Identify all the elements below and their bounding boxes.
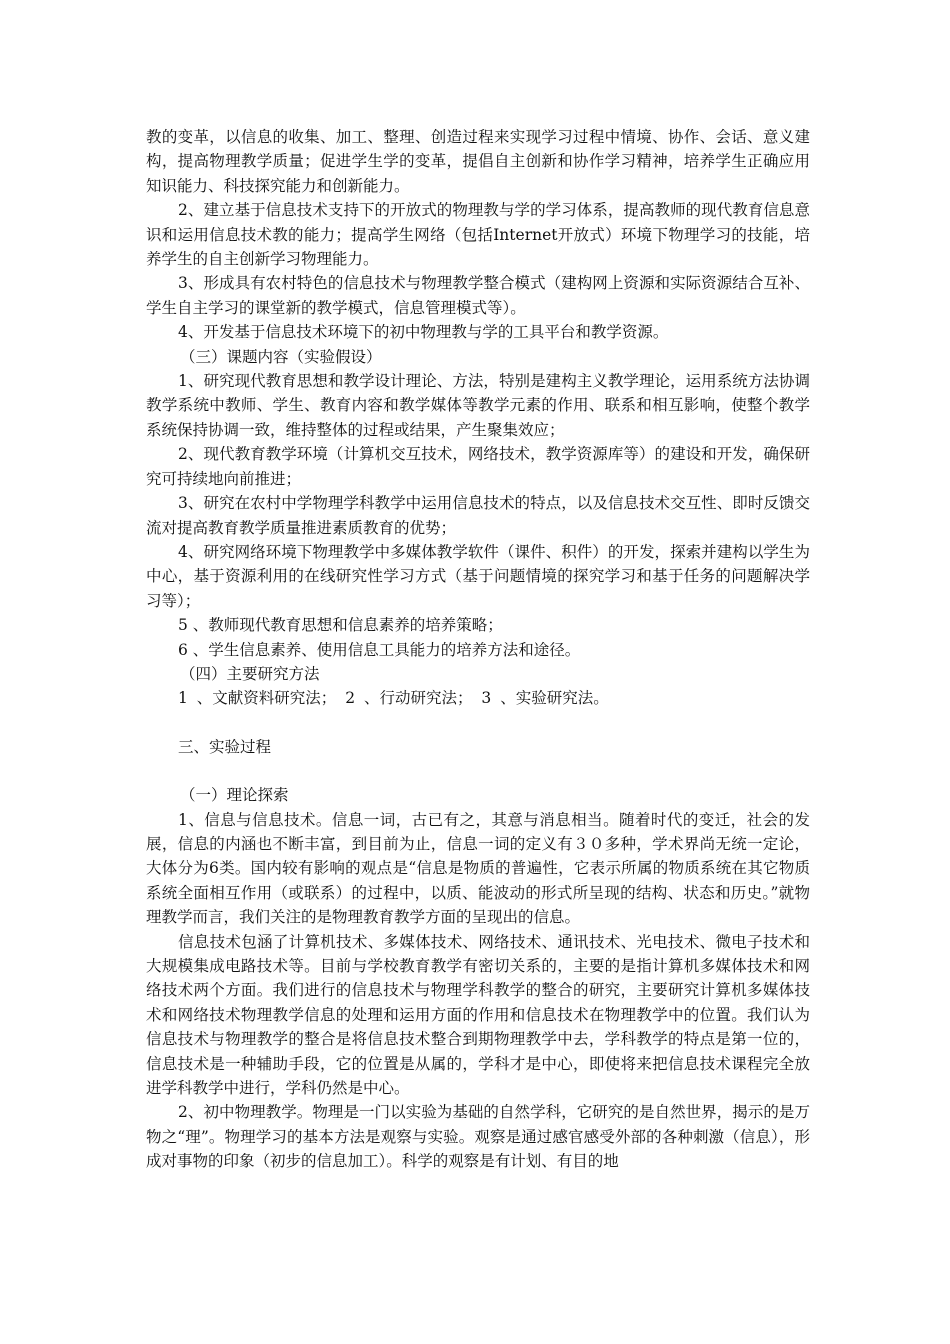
paragraph-content-2: 2、现代教育教学环境（计算机交互技术，网络技术，教学资源库等）的建设和开发，确保研究可持续地向前推进；	[146, 445, 810, 488]
paragraph-content-4: 4、研究网络环境下物理教学中多媒体教学软件（课件、积件）的开发，探索并建构以学生为中心，基于资源利用的在线研究性学习方式（基于问题情境的探究学习和基于任务的问题解决学习等）；	[146, 542, 810, 610]
paragraph-goal-1-continued: 教的变革，以信息的收集、加工、整理、创造过程来实现学习过程中情境、协作、会话、意义建构，提高物理教学质量；促进学生学的变革，提倡自主创新和协作学习精神，培养学生正确应用知识能力、科技探究能力和创新能力。	[146, 128, 810, 195]
paragraph-information-technology: 1、信息与信息技术。信息一词，古已有之，其意与消息相当。随着时代的变迁，社会的发展，信息的内涵也不断丰富，到目前为止，信息一词的定义有３０多种，学术界尚无统一定论，大体分为6类。国内较有影响的观点是“信息是物质的普遍性，它表示所属的物质系统在其它物质系统全面相互作用（或联系）的过程中，以质、能波动的形式所呈现的结构、状态和历史。”就物理教学而言，我们关注的是物理教育教学方面的呈现出的信息。	[146, 810, 810, 927]
section-heading-experiment-process: 三、实验过程	[178, 737, 272, 756]
paragraph-content-5: 5 、教师现代教育思想和信息素养的培养策略；	[178, 616, 503, 635]
paragraph-goal-3: 3、形成具有农村特色的信息技术与物理教学整合模式（建构网上资源和实际资源结合互补、学生自主学习的课堂新的教学模式，信息管理模式等）。	[146, 274, 810, 317]
paragraph-it-integration: 信息技术包涵了计算机技术、多媒体技术、网络技术、通讯技术、光电技术、微电子技术和大规模集成电路技术等。目前与学校教育教学有密切关系的，主要的是指计算机多媒体技术和网络技术两个方面。我们进行的信息技术与物理学科教学的整合的研究，主要研究计算机多媒体技术和网络技术物理教学信息的处理和运用方面的作用和信息技术在物理教学中的位置。我们认为信息技术与物理教学的整合是将信息技术整合到期物理教学中去，学科教学的特点是第一位的，信息技术是一种辅助手段，它的位置是从属的，学科才是中心，即使将来把信息技术课程完全放进学科教学中进行，学科仍然是中心。	[146, 932, 810, 1098]
subheading-research-content: （三）课题内容（实验假设）	[180, 347, 382, 366]
paragraph-goal-4: 4、开发基于信息技术环境下的初中物理教与学的工具平台和教学资源。	[178, 323, 669, 342]
subheading-theory-exploration: （一）理论探索	[180, 786, 289, 805]
paragraph-content-1: 1、研究现代教育思想和教学设计理论、方法，特别是建构主义教学理论，运用系统方法协调教学系统中教师、学生、教育内容和教学媒体等教学元素的作用、联系和相互影响，使整个教学系统保持协调一致，维持整体的过程或结果，产生聚集效应；	[146, 372, 810, 439]
subheading-research-methods: （四）主要研究方法	[180, 664, 320, 683]
paragraph-content-3: 3、研究在农村中学物理学科教学中运用信息技术的特点，以及信息技术交互性、即时反馈交流对提高教育教学质量推进素质教育的优势；	[146, 494, 810, 537]
paragraph-junior-physics: 2、初中物理教学。物理是一门以实验为基础的自然学科，它研究的是自然世界，揭示的是万物之“理”。物理学习的基本方法是观察与实验。观察是通过感官感受外部的各种刺激（信息），形成对事物的印象（初步的信息加工）。科学的观察是有计划、有目的地	[146, 1103, 810, 1171]
document-body	[146, 125, 810, 1174]
paragraph-goal-2: 2、建立基于信息技术支持下的开放式的物理教与学的学习体系，提高教师的现代教育信息意识和运用信息技术教的能力；提高学生网络（包括Internet开放式）环境下物理学习的技能，培养学生的自主创新学习物理能力。	[146, 201, 810, 269]
paragraph-methods-list: 1 、文献资料研究法； 2 、行动研究法； 3 、实验研究法。	[178, 689, 609, 708]
paragraph-content-6: 6 、学生信息素养、使用信息工具能力的培养方法和途径。	[178, 640, 581, 659]
